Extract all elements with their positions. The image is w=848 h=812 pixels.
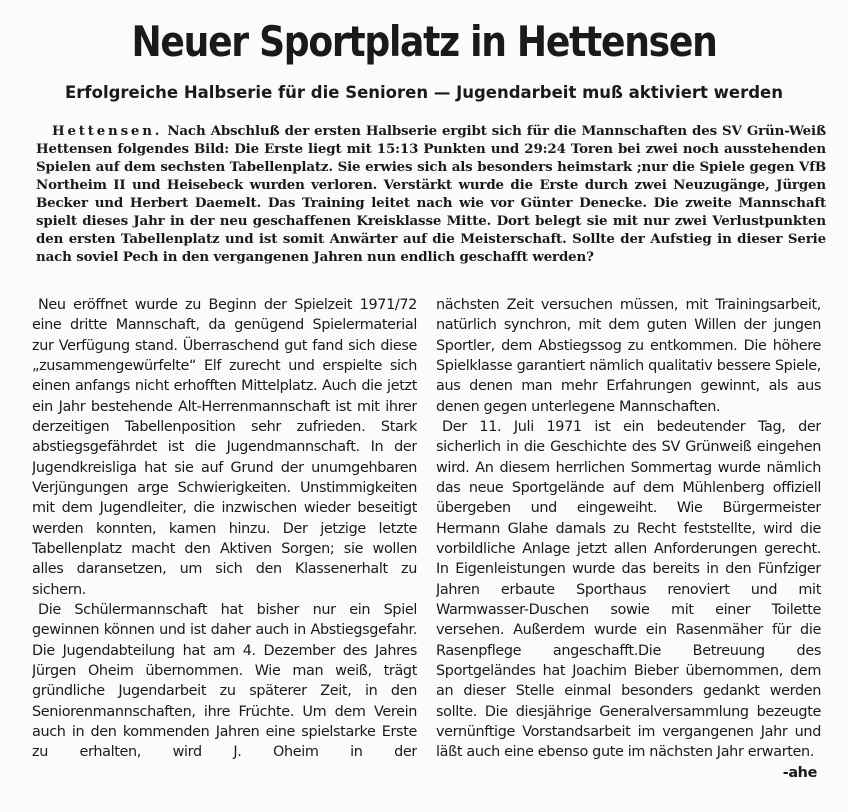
right-column (436, 295, 821, 795)
left-paragraph-2: Die Schülermannschaft hat bisher nur ein Spiel gewinnen können und ist daher auch in Abstiegsgefahr. Die Jugendabteilung hat am 4. Dezember des Jahres Jürgen Oheim übernommen. Wie man weiß, trägt gründliche Jugendarbeit zu späterer Zeit, in den Seniorenmannschaften, ihre Früchte. Um dem Verein auch in den kommenden Jahren eine spielstarke Erste zu erhalten, wird J. Oheim in der (32, 601, 417, 761)
article-headline: Neuer Sportplatz in Hettensen (131, 17, 717, 66)
left-column (32, 295, 417, 795)
lead-dateline: Hettensen. (52, 123, 163, 139)
right-paragraph-2-text: Der 11. Juli 1971 ist ein bedeutender Tag, der sicherlich in die Geschichte des SV Grünweiß eingehen wird. An diesem herrlichen Sommertag wurde nämlich das neue Sportgelände auf dem Mühlenberg offiziell übergeben und eingeweiht. Wie Bürgermeister Hermann Glahe damals zu Recht feststellte, wird die vorbildliche Anlage jetzt allen Anforderungen gerecht. In Eigenleistungen wurde das bereits in den Fünfziger Jahren erbaute Sporthaus renoviert und mit Warmwasser-Duschen sowie mit einer Toilette versehen. Außerdem wurde ein Rasenmäher für die Rasenpflege angeschafft.Die Betreuung des Sportgeländes hat Joachim Bieber übernommen, dem an dieser Stelle einmal besonders gedankt werden sollte. Die diesjährige Generalversammlung bezeugte vernünftige Vorstandsarbeit im vergangenen Jahr und läßt auch eine ebenso gute im nächsten Jahr erwarten. (436, 418, 821, 761)
right-paragraph-2 (436, 417, 821, 781)
article-lead (36, 122, 826, 266)
left-paragraph-1: Neu eröffnet wurde zu Beginn der Spielzeit 1971/72 eine dritte Mannschaft, da genügend Spielermaterial zur Verfügung stand. Überraschend gut fand sich diese „zusammengewürfelte“ Elf zurecht und erspielte sich einen anfangs nicht erhofften Mittelplatz. Auch die jetzt ein Jahr bestehende Alt-Herrenmannschaft ist mit ihrer derzeitigen Tabellenposition sehr zufrieden. Stark abstiegsgefährdet ist die Jugendmannschaft. In der Jugendkreisliga hat sie auf Grund der unumgehbaren Verjüngungen arge Schwierigkeiten. Unstimmigkeiten mit dem Jugendleiter, die inzwischen wieder beseitigt werden konnten, kamen hinzu. Der jetzige letzte Tabellenplatz macht den Aktiven Sorgen; sie wollen alles daransetzen, um sich den Klassenerhalt zu sichern. (32, 297, 417, 598)
author-signature: -ahe (782, 764, 817, 781)
right-paragraph-1: nächsten Zeit versuchen müssen, mit Trainingsarbeit, natürlich synchron, mit dem guten Willen der jungen Sportler, dem Abstiegssog zu entkommen. Die höhere Spielklasse garantiert nämlich qualitativ bessere Spiele, aus denen man mehr Erfahrungen gewinnt, als aus denen gegen unterlegene Mannschaften. (436, 297, 821, 415)
lead-text: Nach Abschluß der ersten Halbserie ergibt sich für die Mannschaften des SV Grün-Weiß Hettensen folgendes Bild: Die Erste liegt mit 15:13 Punkten und 29:24 Toren bei zwei noch ausstehenden Spielen auf dem sechsten Tabellenplatz. Sie erwies sich als besonders heimstark ;nur die Spiele gegen VfB Northeim II und Heisebeck wurden verloren. Verstärkt wurde die Erste durch zwei Neuzugänge, Jürgen Becker und Herbert Daemelt. Das Training leitet nach wie vor Günter Denecke. Die zweite Mannschaft spielt dieses Jahr in der neu geschaffenen Kreisklasse Mitte. Dort belegt sie mit nur zwei Verlustpunkten den ersten Tabellenplatz und ist somit Anwärter auf die Meisterschaft. Sollte der Aufstieg in dieser Serie nach soviel Pech in den vergangenen Jahren nun endlich geschafft werden? (36, 123, 826, 265)
article-subtitle: Erfolgreiche Halbserie für die Senioren — Jugendarbeit muß aktiviert werden (65, 83, 783, 102)
